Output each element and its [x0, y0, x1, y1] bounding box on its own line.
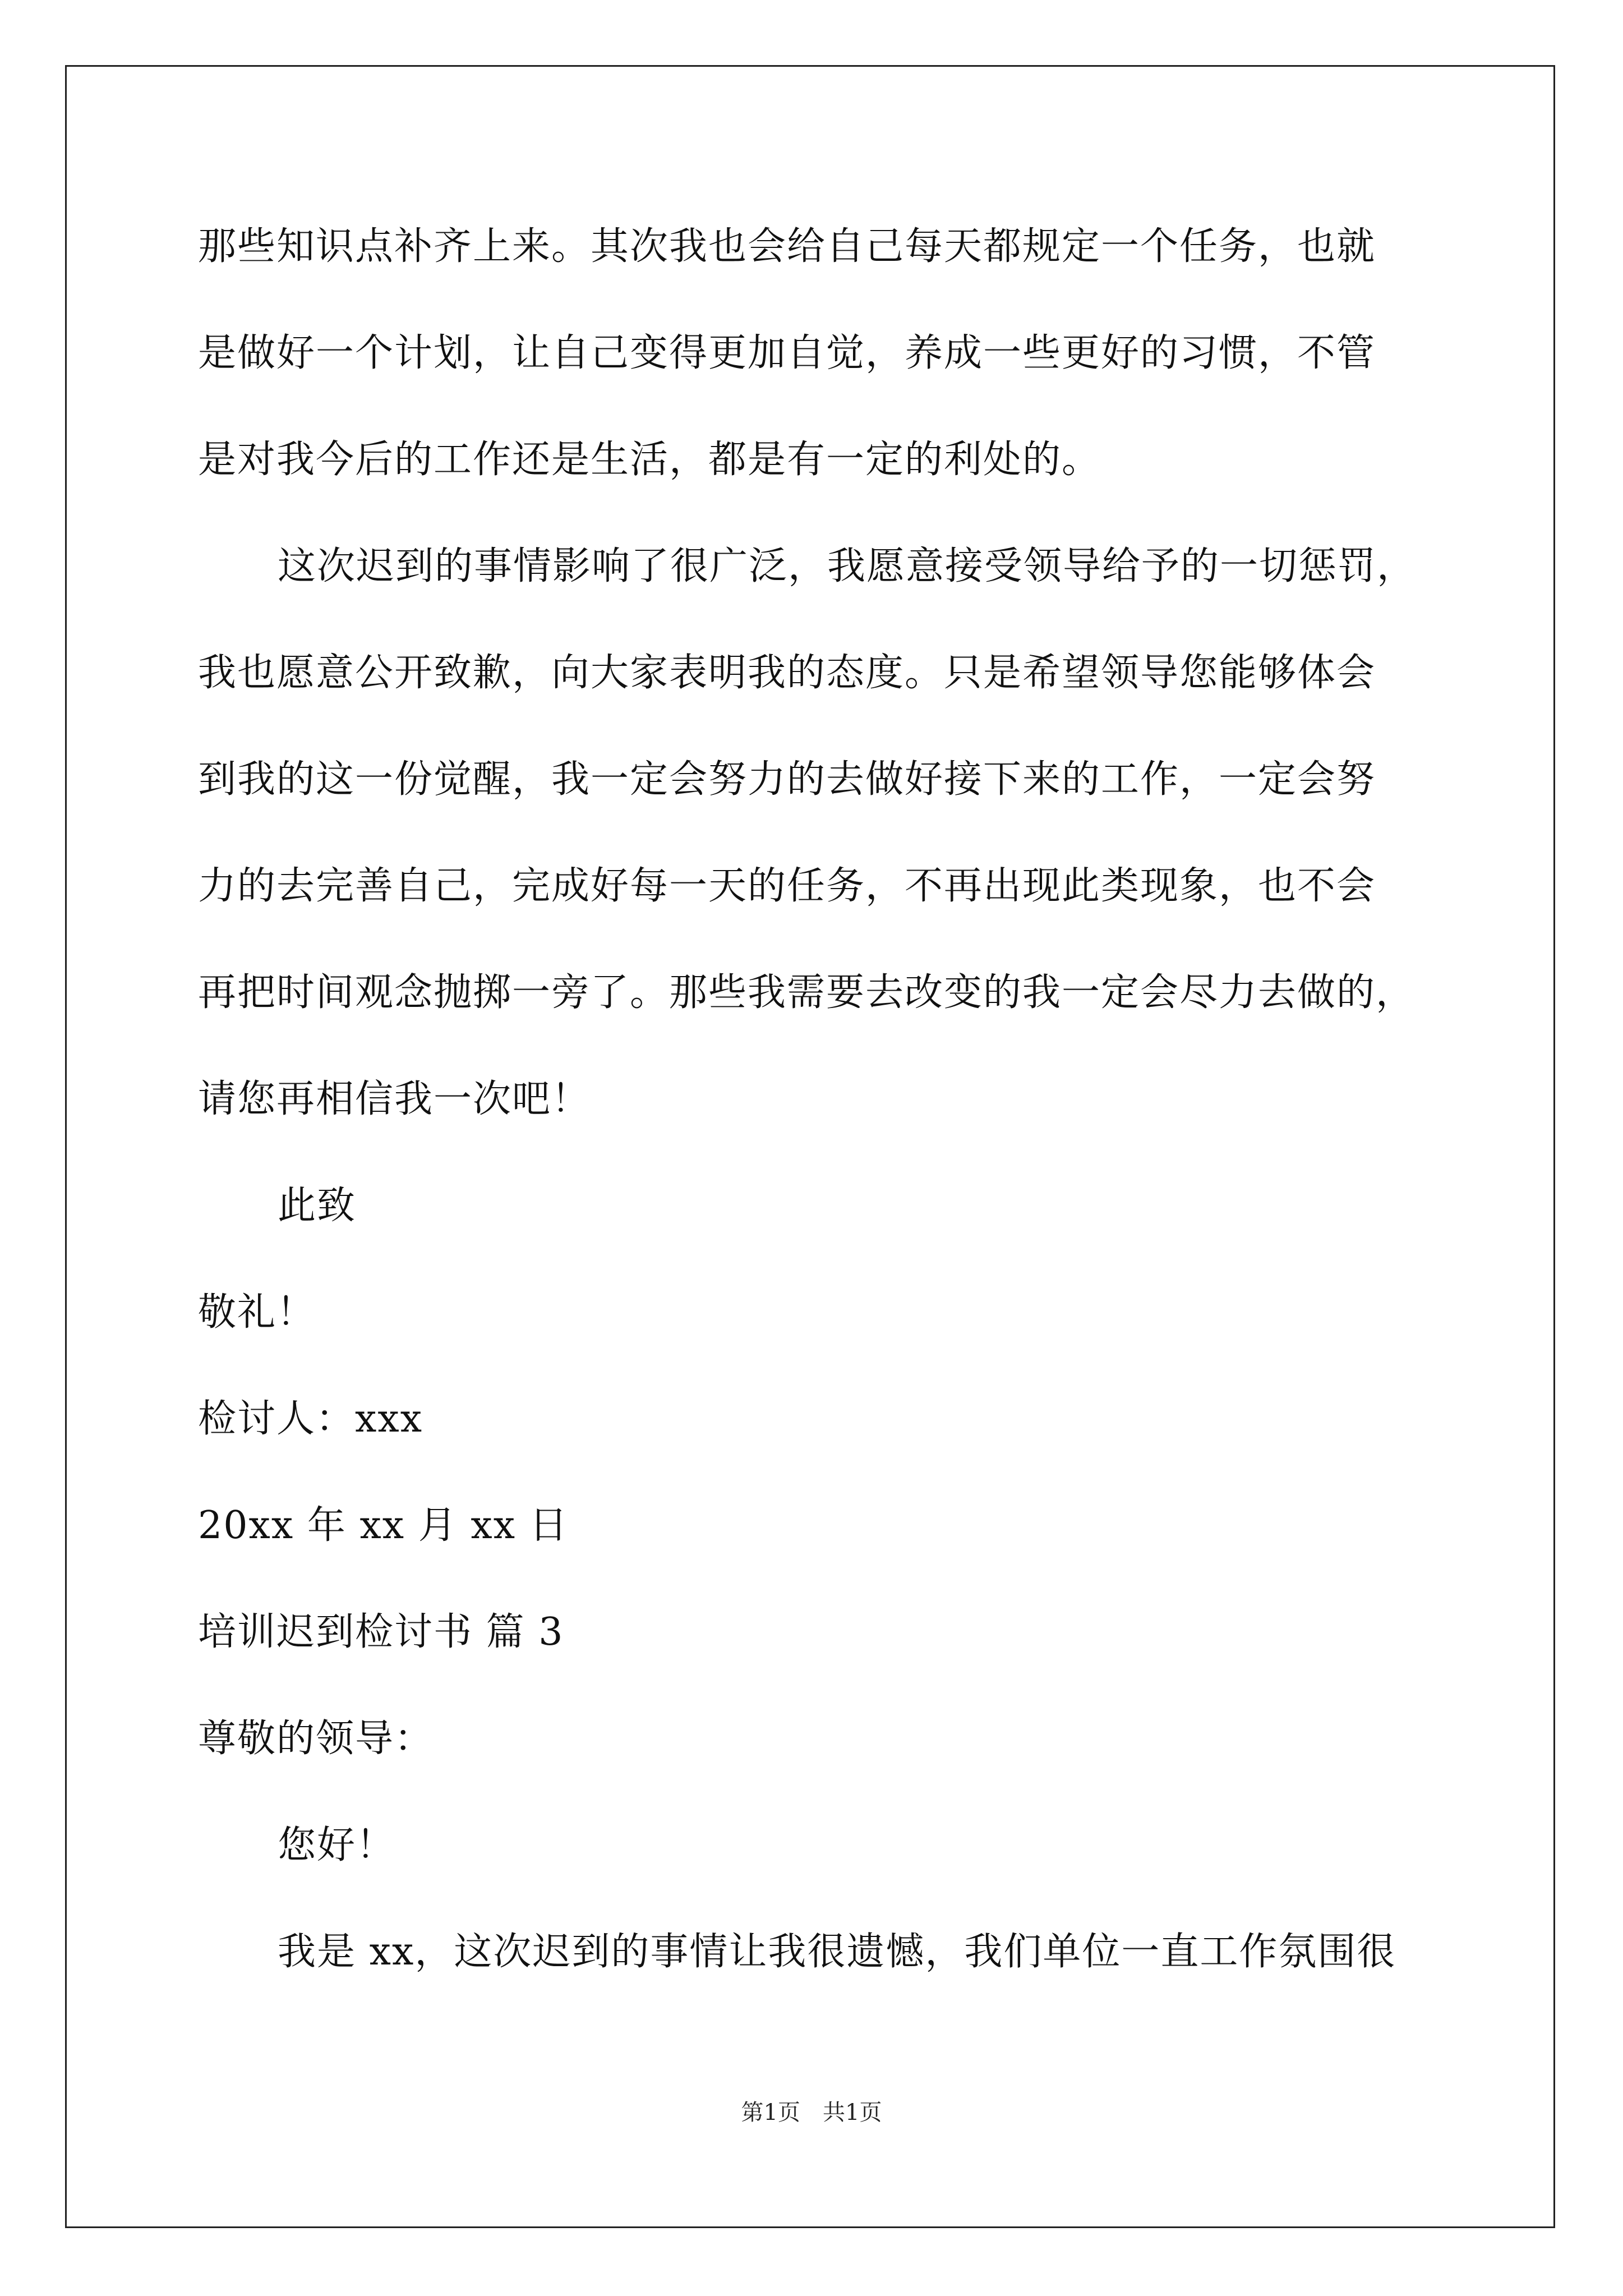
paragraph-start-line: 我是 xx，这次迟到的事情让我很遗憾，我们单位一直工作氛围很	[278, 1930, 1396, 1974]
document-body	[198, 220, 1449, 2032]
text-line: 请您再相信我一次吧！	[198, 1077, 591, 1121]
text-line: 力的去完善自己，完成好每一天的任务，不再出现此类现象，也不会	[198, 864, 1376, 908]
date-line: 20xx 年 xx 月 xx 日	[198, 1503, 569, 1548]
page-number: 第1页	[741, 2100, 800, 2125]
section-heading: 培训迟到检讨书 篇 3	[198, 1610, 564, 1654]
signature-line: 检讨人：xxx	[198, 1397, 423, 1441]
closing-salutation: 此致	[278, 1184, 357, 1228]
paragraph-start-line: 这次迟到的事情影响了很广泛，我愿意接受领导给予的一切惩罚，	[278, 544, 1417, 588]
text-line: 再把时间观念抛掷一旁了。那些我需要去改变的我一定会尽力去做的，	[198, 970, 1415, 1015]
page-total: 共1页	[823, 2100, 882, 2125]
text-line: 到我的这一份觉醒，我一定会努力的去做好接下来的工作，一定会努	[198, 757, 1376, 802]
text-line: 我也愿意公开致歉，向大家表明我的态度。只是希望领导您能够体会	[198, 651, 1376, 695]
text-line: 是对我今后的工作还是生活，都是有一定的利处的。	[198, 438, 1101, 482]
closing-regards: 敬礼！	[198, 1290, 316, 1335]
greeting-hello: 您好！	[278, 1823, 396, 1867]
page-footer	[0, 2098, 1623, 2127]
greeting-line: 尊敬的领导：	[198, 1717, 434, 1761]
text-line: 是做好一个计划，让自己变得更加自觉，养成一些更好的习惯，不管	[198, 331, 1376, 375]
text-line: 那些知识点补齐上来。其次我也会给自己每天都规定一个任务，也就	[198, 224, 1376, 269]
